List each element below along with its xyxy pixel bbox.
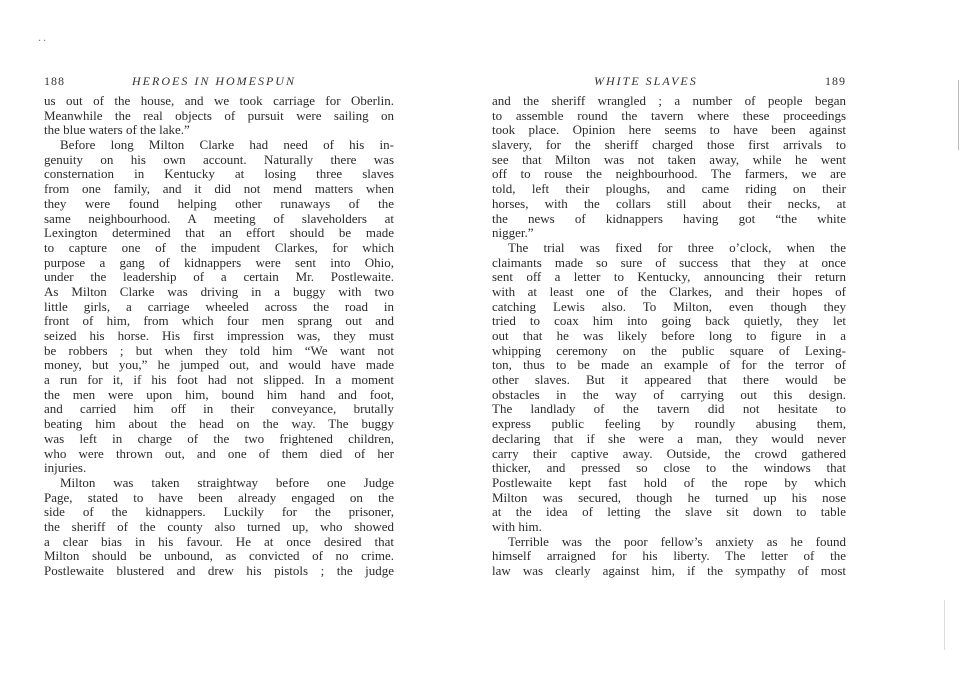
text-line: Postlewaite kept fast hold of the rope by which xyxy=(492,475,846,490)
text-line: to assemble round the tavern where these proceedings xyxy=(492,108,846,123)
text-line: carry their captive away. Outside, the crowd gathered xyxy=(492,446,846,461)
page-edge-line-lower xyxy=(944,600,945,650)
text-line: horses, with the collars still about their necks, at xyxy=(492,196,846,211)
text-line: the men were upon him, bound him hand and foot, xyxy=(44,387,394,402)
text-line: As Milton Clarke was driving in a buggy with two xyxy=(44,284,394,299)
corner-mark: .. xyxy=(38,30,48,44)
text-line: front of him, from which four men sprang out and xyxy=(44,314,394,329)
text-line: Terrible was the poor fellow’s anxiety as he found xyxy=(508,534,846,549)
text-line: a clear bias in his favour. He at once desired that xyxy=(44,534,394,549)
text-line: from one family, and it did not mend matters when xyxy=(44,182,394,197)
right-page xyxy=(492,70,846,660)
text-line: himself arraigned for his liberty. The letter of the xyxy=(492,549,846,564)
left-page-text xyxy=(44,94,394,579)
text-line: with him. xyxy=(492,519,542,534)
text-line: a run for it, if his foot had not slipped. In a moment xyxy=(44,373,394,388)
text-line: at the idea of letting the slave sit down to table xyxy=(492,505,846,520)
text-line: see that Milton was not taken away, while he went xyxy=(492,152,846,167)
page-edge-line xyxy=(958,80,959,150)
text-line: claimants made so sure of success that they at once xyxy=(492,255,846,270)
text-line: off to rouse the neighbourhood. The farmers, we are xyxy=(492,167,846,182)
text-line: out that he was likely before long to figure in a xyxy=(492,329,846,343)
text-line: slavery, for the sheriff charged those first arrivals to xyxy=(492,138,846,153)
text-line: sent off a letter to Kentucky, announcing their return xyxy=(492,270,846,285)
text-line: thicker, and pressed so close to the windows that xyxy=(492,461,846,476)
text-line: side of the kidnappers. Luckily for the prisoner, xyxy=(44,505,394,520)
page-number-right: 189 xyxy=(825,74,846,88)
text-line: Page, stated to have been already engaged on the xyxy=(44,490,394,505)
text-line: took place. Opinion here seems to have been against xyxy=(492,123,846,138)
page-number-left: 188 xyxy=(44,74,65,88)
text-line: and carried him off in their conveyance, brutally xyxy=(44,402,394,417)
text-line: same neighbourhood. A meeting of slaveholders at xyxy=(44,211,394,226)
text-line: be robbers ; but when they told him “We want not xyxy=(44,343,394,358)
text-line: Milton should be unbound, as convicted of no crime. xyxy=(44,549,394,564)
running-title-right: WHITE SLAVES xyxy=(594,74,698,88)
text-line: whipping ceremony on the public square of Lexing- xyxy=(492,343,846,358)
text-line: the blue waters of the lake.” xyxy=(44,123,190,138)
text-line: Meanwhile the real objects of pursuit were sailing on xyxy=(44,108,394,123)
text-line: little girls, a carriage wheeled across the road in xyxy=(44,299,394,314)
text-line: the news of kidnappers having got “the white xyxy=(492,211,846,226)
text-line: genuity on his own account. Naturally there was xyxy=(44,152,394,167)
text-line: Lexington determined that an effort should be made xyxy=(44,226,394,241)
text-line: Postlewaite blustered and drew his pistols ; the judge xyxy=(44,564,394,578)
left-running-head xyxy=(44,70,394,92)
text-line: us out of the house, and we took carriage for Oberlin. xyxy=(44,94,394,108)
text-line: was left in charge of the two frightened children, xyxy=(44,431,394,446)
text-line: consternation in Kentucky at losing three slaves xyxy=(44,167,394,182)
text-line: catching Lewis also. To Milton, even though they xyxy=(492,299,846,314)
text-line: under the leadership of a certain Mr. Postlewaite. xyxy=(44,270,394,285)
right-page-text xyxy=(492,94,846,579)
text-line: the sheriff of the county also turned up, who showed xyxy=(44,519,394,534)
text-line: nigger.” xyxy=(492,226,534,241)
text-line: they were found helping other runaways of the xyxy=(44,196,394,211)
text-line: tried to coax him into going back quietly, they let xyxy=(492,314,846,329)
text-line: money, but you,” he jumped out, and would have made xyxy=(44,358,394,373)
text-line: declaring that if she were a man, they would never xyxy=(492,431,846,446)
text-line: Milton was taken straightway before one Judge xyxy=(60,475,394,490)
running-title-left: HEROES IN HOMESPUN xyxy=(132,74,296,88)
text-line: Before long Milton Clarke had need of his in- xyxy=(60,138,394,153)
text-line: and the sheriff wrangled ; a number of people began xyxy=(492,94,846,108)
text-line: law was clearly against him, if the sympathy of most xyxy=(492,564,846,578)
text-line: with at least one of the Clarkes, and their hopes of xyxy=(492,284,846,299)
text-line: ton, thus to be made an example of for the terror of xyxy=(492,358,846,373)
text-line: express public feeling by roundly abusing them, xyxy=(492,417,846,432)
text-line: beating him about the head on the way. The buggy xyxy=(44,417,394,432)
text-line: injuries. xyxy=(44,461,87,476)
text-line: to capture one of the impudent Clarkes, for which xyxy=(44,240,394,255)
text-line: purpose a gang of kidnappers were sent into Ohio, xyxy=(44,255,394,270)
text-line: other slaves. But it appeared that there would be xyxy=(492,373,846,388)
text-line: The trial was fixed for three o’clock, when the xyxy=(508,240,846,255)
text-line: told, left their ploughs, and came riding on their xyxy=(492,182,846,197)
left-page xyxy=(44,70,394,660)
text-line: seized his horse. His first impression was, they must xyxy=(44,329,394,343)
text-line: obstacles in the way of carrying out this design. xyxy=(492,387,846,402)
text-line: Milton was secured, though he turned up his nose xyxy=(492,490,846,505)
text-line: The landlady of the tavern did not hesitate to xyxy=(492,402,846,417)
text-line: who were thrown out, and one of them died of her xyxy=(44,446,394,461)
right-running-head xyxy=(492,70,846,92)
